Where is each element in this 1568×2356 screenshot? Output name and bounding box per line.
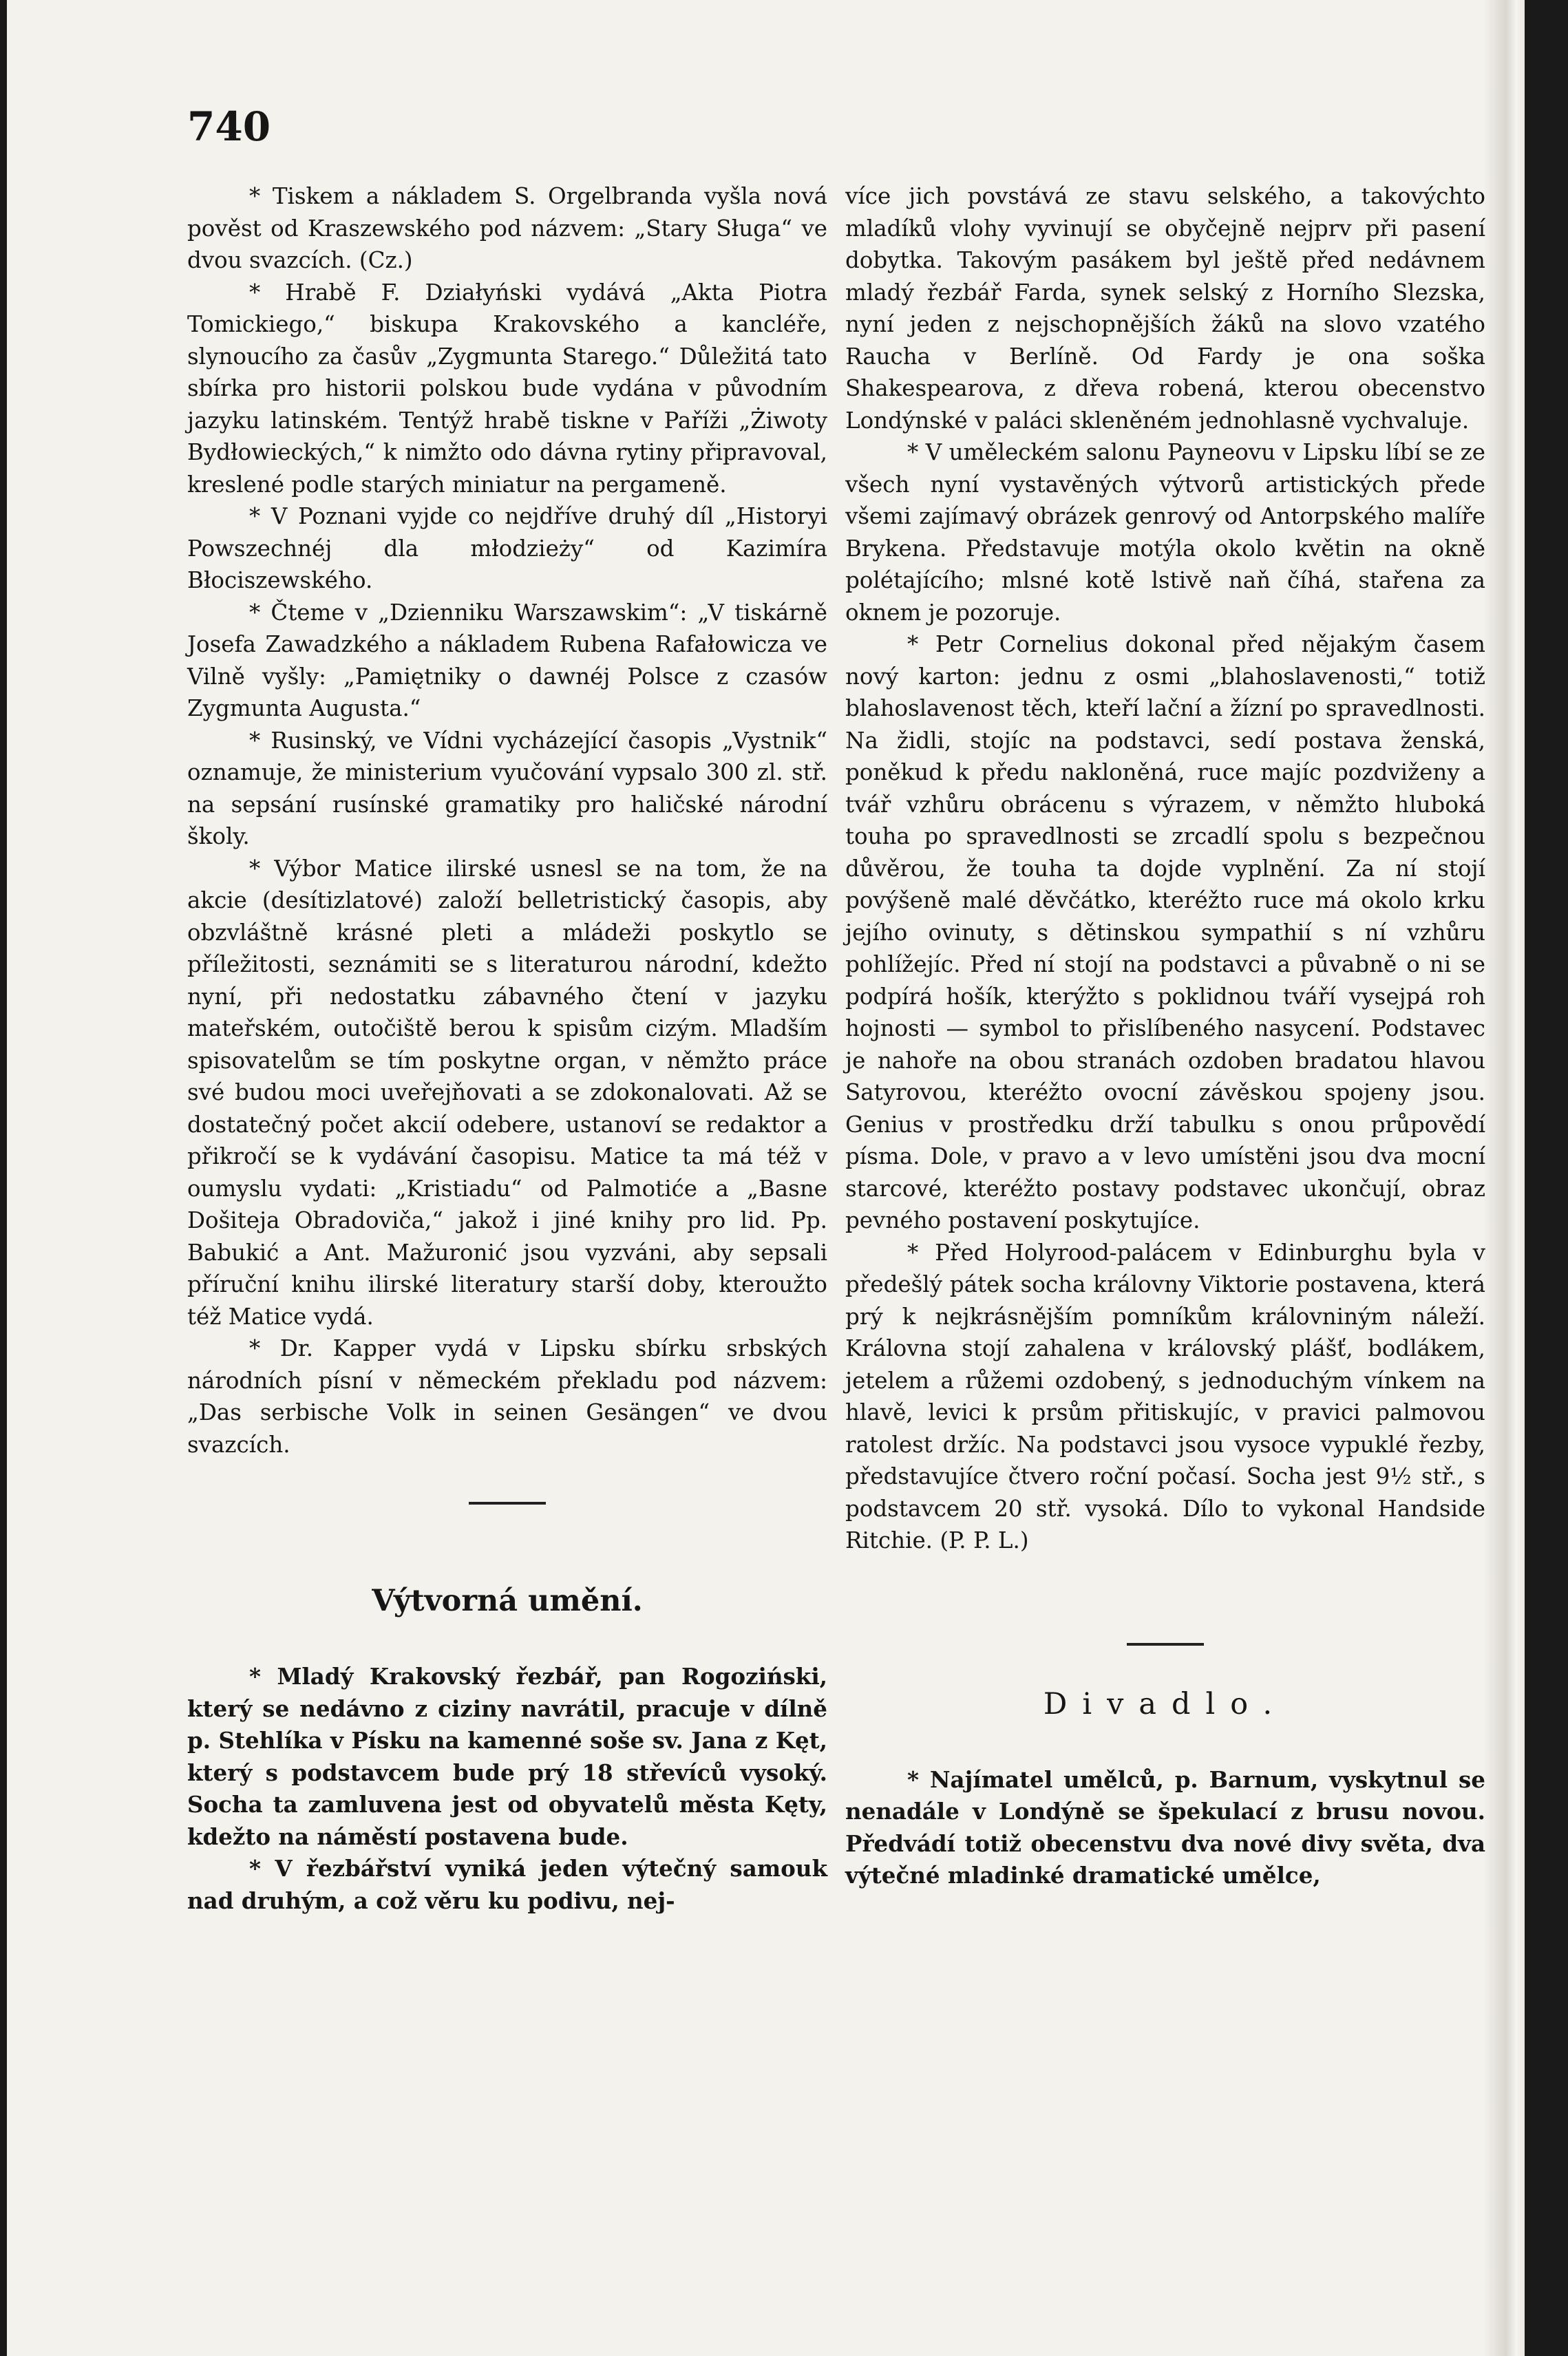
paragraph: * Najímatel umělců, p. Barnum, vyskytnul se nenadále v Londýně se špekulací z brusu novou. Předvádí totiž obecenstvu dva nové divy světa, dva výtečné mladinké dramatické umělce, bbox=[845, 1765, 1485, 1889]
paragraph: * V řezbářství vyniká jeden výtečný samouk nad druhým, a což věru ku podivu, nej- bbox=[187, 1855, 827, 1914]
paragraph: * Výbor Matice ilirské usnesl se na tom, že na akcie (desítizlatové) založí belletristický časopis, aby obzvláštně krásné pleti a mládeži poskytlo se příležitosti, seznámiti se s literaturou národní, kdežto nyní, při nedostatku zábavného čtení v jazyku mateřském, outočiště berou k spisům cizým. Mladším spisovatelům se tím poskytne organ, v němžto práce své budou moci uveřejňovati a se zdokonalovati. Až se dostatečný počet akcií odebere, ustanoví se redaktor a přikročí se k vydávání časopisu. Matice ta má též v oumyslu vydati: „Kristiadu“ od Palmotiće a „Basne Došiteja Obradoviča,“ jakož i jiné knihy pro lid. Pp. Babukić a Ant. Mažuronić jsou vyzváni, aby sepsali příruční knihu ilirské literatury starší doby, kteroužto též Matice vydá. bbox=[187, 855, 827, 1330]
paragraph: více jich povstává ze stavu selského, a takovýchto mladíků vlohy vyvinují se obyčejně nejprv při pasení dobytka. Takovým pasákem byl ještě před nedávnem mladý řezbář Farda, synek selský z Horního Slezska, nyní jeden z nejschopnějších žáků na slovo vzatého Raucha v Berlíně. Od Fardy je ona soška Shakespearova, z dřeva robená, kterou obecenstvo Londýnské v paláci skleněném jednohlasně vychvaluje. bbox=[845, 183, 1485, 434]
paragraph: * V Poznani vyjde co nejdříve druhý díl „Historyi Powszechnéj dla młodzieży“ od Kazimíra Błociszewského. bbox=[187, 503, 827, 593]
section-body bbox=[187, 1661, 827, 1917]
paragraph: * Tiskem a nákladem S. Orgelbranda vyšla nová pověst od Kraszewského pod názvem: „Stary Sługa“ ve dvou svazcích. (Cz.) bbox=[187, 183, 827, 273]
paragraph: * Čteme v „Dzienniku Warszawskim“: „V tiskárně Josefa Zawadzkého a nákladem Rubena Rafałowicza ve Vilně vyšly: „Pamiętniky o dawnéj Polsce z czasów Zygmunta Augusta.“ bbox=[187, 599, 827, 721]
section-divider bbox=[1127, 1643, 1204, 1646]
paragraph: * Mladý Krakovský řezbář, pan Rogoziński, který se nedávno z ciziny navrátil, pracuje v dílně p. Stehlíka v Písku na kamenné soše sv. Jana z Kęt, který s podstavcem bude prý 18 střevíců vysoký. Socha ta zamluvena jest od obyvatelů města Kęty, kdežto na náměstí postavena bude. bbox=[187, 1663, 827, 1850]
paragraph: * Hrabě F. Działyński vydává „Akta Piotra Tomickiego,“ biskupa Krakovského a kancléře, slynoucího za časův „Zygmunta Starego.“ Důležitá tato sbírka pro historii polskou bude vydána v původním jazyku latinském. Tentýž hrabě tiskne v Paříži „Żiwoty Bydłowieckých,“ k nimžto odo dávna rytiny připravoval, kreslené podle starých miniatur na pergameně. bbox=[187, 279, 827, 498]
left-column bbox=[187, 180, 827, 1917]
paragraph: * Petr Cornelius dokonal před nějakým časem nový karton: jednu z osmi „blahoslavenosti,“ totiž blahoslavenost těch, kteří lační a žízní po spravedlnosti. Na židli, stojíc na podstavci, sedí postava ženská, poněkud k předu nakloněná, ruce majíc pozdviženy a tvář vzhůru obrácenu s výrazem, v němžto hluboká touha po spravedlnosti se zrcadlí spolu s bezpečnou důvěrou, že touha ta dojde vyplnění. Za ní stojí povýšeně malé děvčátko, kteréžto ruce má okolo krku jejího ovinuty, s dětinskou sympathií s ní vzhůru pohlížejíc. Před ní stojí na podstavci a půvabně o ni se podpírá hošík, kterýžto s poklidnou tváří vysejpá roh hojnosti — symbol to přislíbeného nasycení. Podstavec je nahoře na obou stranách ozdoben bradatou hlavou Satyrovou, kteréžto ovocní závěskou spojeny jsou. Genius v prostředku drží tabulku s onou průpovědí písma. Dole, v pravo a v levo umístěni jsou dva mocní starcové, kteréžto postavy podstavec ukončují, obraz pevného postavení poskytujíce. bbox=[845, 631, 1485, 1233]
section-body bbox=[845, 1764, 1485, 1892]
right-column bbox=[845, 180, 1485, 1892]
page-edge bbox=[1483, 0, 1525, 2356]
section-divider bbox=[469, 1502, 546, 1505]
page bbox=[7, 0, 1525, 2356]
section-heading: Výtvorná umění. bbox=[372, 1584, 643, 1618]
paragraph: * Před Holyrood-palácem v Edinburghu byla v předešlý pátek socha královny Viktorie postavena, která prý k nejkrásnějším pomníkům královniným náleží. Královna stojí zahalena v královský plášť, bodlákem, jetelem a růžemi ozdobený, s jednoduchým vínkem na hlavě, levici k prsům přitiskujíc, v pravici palmovou ratolest držíc. Na podstavci jsou vysoce vypuklé řezby, představujíce čtvero roční počasí. Socha jest 9½ stř., s podstavcem 20 stř. vysoká. Dílo to vykonal Handside Ritchie. (P. P. L.) bbox=[845, 1239, 1485, 1553]
page-number: 740 bbox=[187, 103, 271, 150]
paragraph: * Dr. Kapper vydá v Lipsku sbírku srbských národních písní v německém překladu pod názvem: „Das serbische Volk in seinen Gesängen“ ve dvou svazcích. bbox=[187, 1335, 827, 1458]
paragraph: * V uměleckém salonu Payneovu v Lipsku líbí se ze všech nyní vystavěných výtvorů artistických přede všemi zajímavý obrázek genrový od Antorpského malíře Brykena. Představuje motýla okolo květin na okně polétajícího; mlsné kotě lstivě naň číhá, stařena za oknem je pozoruje. bbox=[845, 439, 1485, 626]
paragraph: * Rusinský, ve Vídni vycházející časopis „Vystnik“ oznamuje, že ministerium vyučování vypsalo 300 zl. stř. na sepsání rusínské gramatiky pro haličské národní školy. bbox=[187, 727, 827, 849]
section-heading: Divadlo. bbox=[1043, 1686, 1288, 1721]
